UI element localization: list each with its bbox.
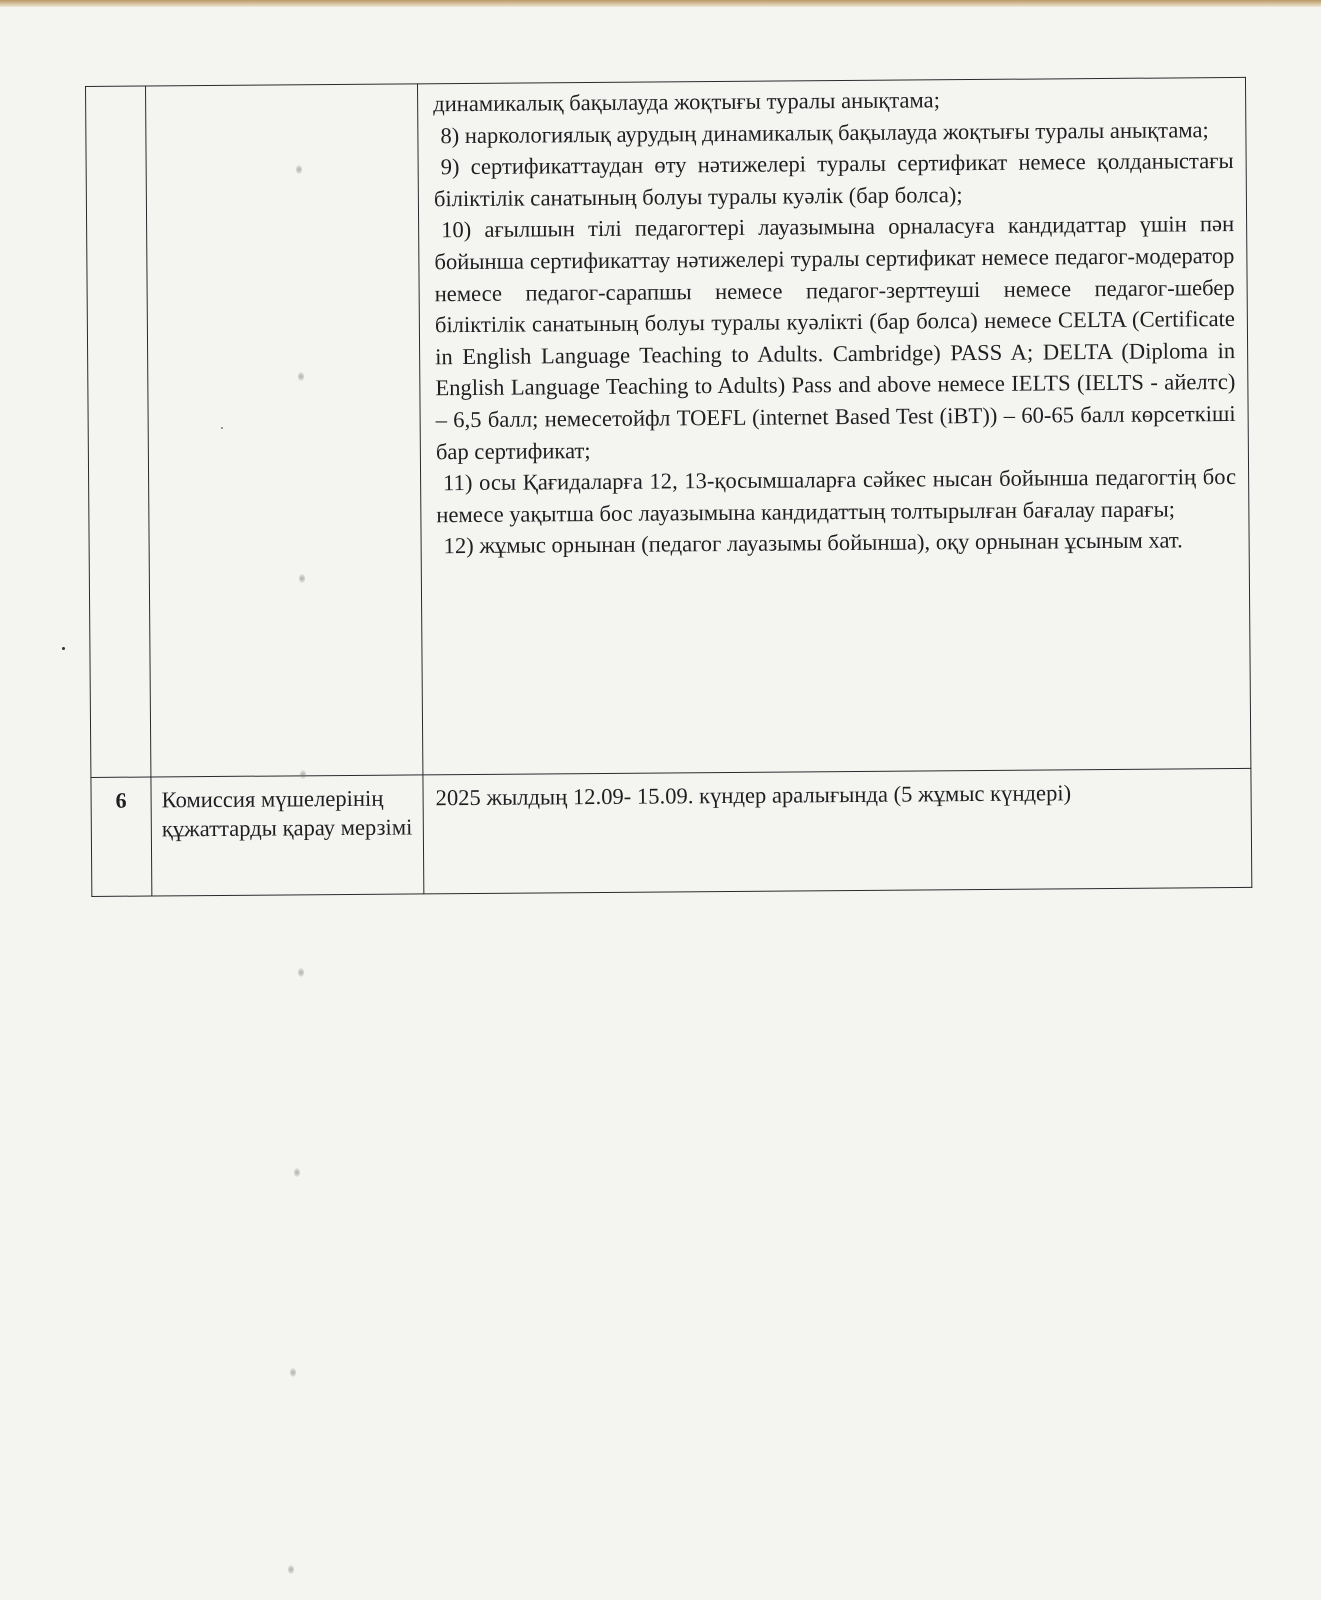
scan-speck xyxy=(296,165,302,174)
scan-dot xyxy=(221,427,223,429)
requirements-table xyxy=(85,77,1252,897)
page-top-edge xyxy=(0,0,1321,7)
scan-dot xyxy=(62,647,65,650)
scan-speck xyxy=(298,372,304,381)
review-period-text: 2025 жылдың 12.09- 15.09. күндер аралығында (5 жұмыс күндері) xyxy=(423,768,1252,893)
row-number: 6 xyxy=(91,777,152,896)
row-title: Комиссия мүшелерінің құжаттарды қарау мерзімі xyxy=(151,775,424,896)
list-item-8: 8) наркологиялық аурудың динамикалық бақылауда жоқтығы туралы анықтама; xyxy=(440,116,1209,148)
document-list-cell xyxy=(417,77,1250,774)
scan-speck xyxy=(298,968,304,977)
list-item-11: 11) осы Қағидаларға 12, 13-қосымшаларға сәйкес нысан бойынша педагогтің бос немесе уақытша бос лауазымына кандидаттың толтырылған бағалау парағы; xyxy=(436,464,1237,527)
scan-speck xyxy=(288,1565,294,1574)
list-item-10: 10) ағылшын тілі педагогтері лауазымына орналасуға кандидаттар үшін пән бойынша сертификаттау нәтижелері туралы сертификат немесе педагог-модератор немесе педагог-сарапшы немесе педагог-зерттеуші немесе педагог-шебер біліктілік санатының болуы туралы куәлікті (бар болса) немесе CELTA (Certificate in English Language Teaching to Adults. Cambridge) PASS A; DELTA (Diploma in English Language Teaching to Adults) Pass and above немесе IELTS (IELTS - айелтс) – 6,5 балл; немесетойфл TOEFL (internet Based Test (iBT)) – 60-65 балл көрсеткіші бар сертификат; xyxy=(434,211,1236,464)
row-name-cell xyxy=(146,84,423,777)
scan-speck xyxy=(290,1368,296,1377)
table-row-continuation xyxy=(86,77,1251,777)
row-number-cell xyxy=(86,86,151,777)
scan-speck xyxy=(294,1168,300,1177)
scan-speck xyxy=(299,574,305,583)
list-item-continuation: динамикалық бақылауда жоқтығы туралы анықтама; xyxy=(433,87,941,117)
scan-speck xyxy=(300,770,306,779)
list-item-12: 12) жұмыс орнынан (педагог лауазымы бойынша), оқу орнынан ұсыным хат. xyxy=(443,527,1183,559)
list-item-9: 9) сертификаттаудан өту нәтижелері туралы сертификат немесе қолданыстағы біліктілік санатының болуы туралы куәлік (бар болса); xyxy=(433,148,1234,212)
table-row-6 xyxy=(91,768,1252,896)
